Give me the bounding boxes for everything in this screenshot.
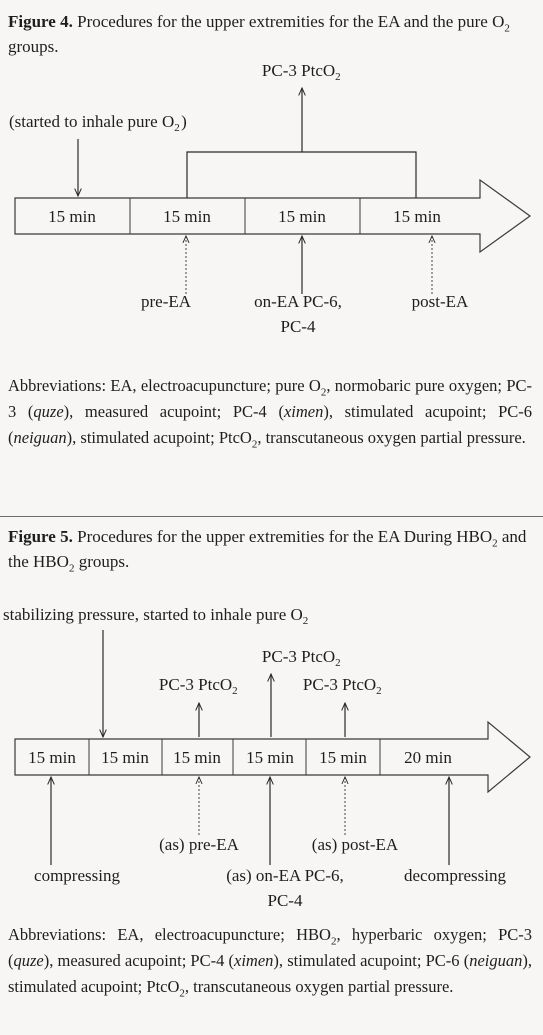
figure-4-abbreviations: Abbreviations: EA, electroacupuncture; pure $O_2$, normobaric pure oxygen; PC-3 (quze), measured acupoint; PC-4 (ximen), stimulated acupoint; PC-6 (neiguan), stimulated acupoint; PtcO$_2$, transcutaneous oxygen partial pressure. <box>8 376 532 451</box>
figure-5-measure-label-3: PC-3 PtcO$_2$ <box>302 675 382 697</box>
figure-4-panel <box>0 0 543 517</box>
figure-5-segment-4: 15 min <box>246 748 294 767</box>
figure-5-caption-text: Procedures for the upper extremities for the EA During $HBO_2$ and the $HBO_2$ groups. <box>8 527 527 575</box>
figure-4-caption-label: Figure 4. <box>8 12 73 31</box>
figure-5-caption <box>8 524 536 574</box>
figure-5-abbreviations: Abbreviations: EA, electroacupuncture; $HBO_2$, hyperbaric oxygen; PC-3 (quze), measured acupoint; PC-4 (ximen), stimulated acupoint; PC-6 (neiguan), stimulated acupoint; PtcO$_2$, transcutaneous oxygen partial pressure. <box>8 925 532 1000</box>
figure-5-measure-label-1: PC-3 PtcO$_2$ <box>158 675 238 697</box>
figure-5-segment-6: 20 min <box>404 748 452 767</box>
figure-5-on-label-2: PC-4 <box>267 891 303 910</box>
figure-5-top-label: stabilizing pressure, started to inhale pure $O_2$ <box>3 605 309 627</box>
figure-5-segment-2: 15 min <box>101 748 149 767</box>
figure-4-segment-3: 15 min <box>278 207 326 226</box>
figure-4-segment-2: 15 min <box>163 207 211 226</box>
figure-4-segment-1: 15 min <box>48 207 96 226</box>
figure-4-left-label: (started to inhale pure $O_2$ ) <box>9 112 187 134</box>
figure-5-compressing-label: compressing <box>34 866 120 885</box>
figure-4-post-label: post-EA <box>411 292 469 311</box>
figure-5-segment-3: 15 min <box>173 748 221 767</box>
figure-4-diagram <box>0 60 543 360</box>
figure-5-decompressing-label: decompressing <box>404 866 506 885</box>
figure-5-segment-5: 15 min <box>319 748 367 767</box>
figure-5-pre-label: (as) pre-EA <box>159 835 239 854</box>
figure-5-on-label-1: (as) on-EA PC-6, <box>226 866 344 885</box>
figure-4-caption-text: Procedures for the upper extremities for the EA and the pure $O_2$ groups. <box>8 12 510 56</box>
figure-4-segment-4: 15 min <box>393 207 441 226</box>
figure-5-segment-1: 15 min <box>28 748 76 767</box>
figure-4-on-label-2: PC-4 <box>280 317 316 336</box>
figure-5-measure-label-2: PC-3 PtcO$_2$ <box>261 647 341 669</box>
figure-4-on-label-1: on-EA PC-6, <box>254 292 342 311</box>
figure-4-pre-label: pre-EA <box>140 292 192 311</box>
figure-4-caption <box>8 9 536 59</box>
figure-5-panel <box>0 517 543 1035</box>
figure-5-caption-label: Figure 5. <box>8 527 73 546</box>
figure-5-diagram <box>0 607 543 937</box>
figure-4-top-label: PC-3 PtcO$_2$ <box>261 61 341 83</box>
figure-4-bracket <box>187 152 416 198</box>
figure-5-post-label: (as) post-EA <box>311 835 399 854</box>
